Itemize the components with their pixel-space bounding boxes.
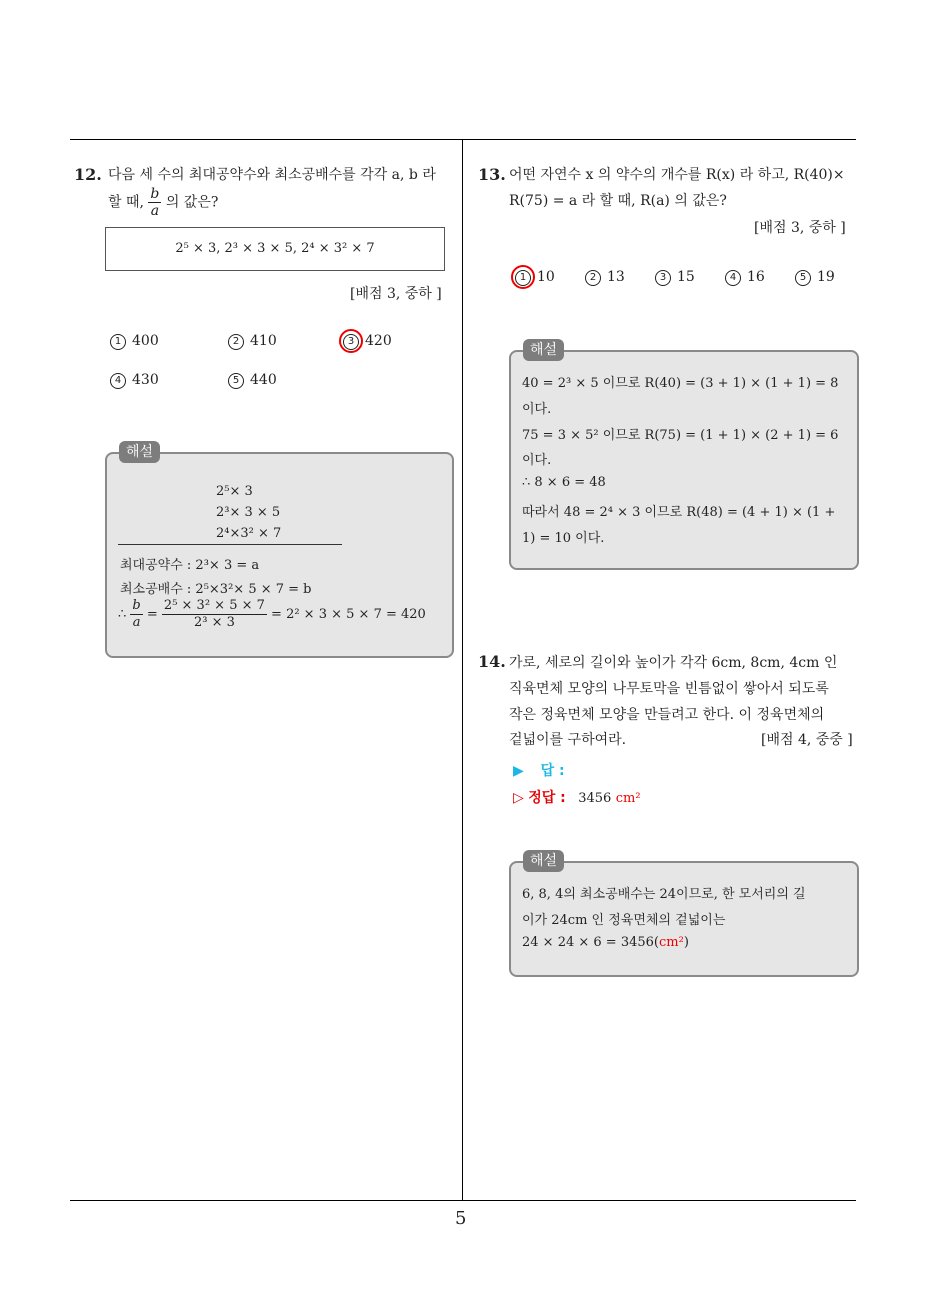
frac-num: 2⁵ × 3² × 5 × 7 [163, 598, 265, 613]
choice-value: 430 [132, 372, 159, 388]
q12-sol-row-2: 2³× 3 × 5 [216, 505, 281, 520]
q12-sol-row-3: 2⁴×3² × 7 [216, 526, 282, 541]
q14-line2: 직육면체 모양의 나무토막을 빈틈없이 쌓아서 되도록 [509, 681, 829, 697]
q13-sol-line-1: 40 = 2³ × 5 이므로 R(40) = (3 + 1) × (1 + 1) = 8 [522, 376, 839, 391]
choice-mark: 5 [795, 270, 811, 286]
q14-correct-row [513, 787, 641, 807]
q13-line2: R(75) = a 라 할 때, R(a) 의 값은? [509, 193, 727, 209]
frac-den: a [132, 615, 141, 630]
q14-number: 14. [478, 652, 506, 671]
q12-number: 12. [74, 165, 102, 184]
sol-last-unit: cm² [658, 935, 684, 950]
answer-label: 답 : [540, 763, 565, 779]
choice-mark: 2 [585, 270, 601, 286]
bottom-rule [70, 1200, 856, 1201]
choice-value: 19 [817, 269, 835, 285]
q12-choice-4[interactable] [110, 372, 159, 389]
sol-last-prefix: 24 × 24 × 6 = 3456( [522, 935, 659, 950]
q12-sol-row-1: 2⁵× 3 [216, 484, 253, 499]
sol-final-rest: = 2² × 3 × 5 × 7 = 420 [271, 607, 426, 622]
q12-fraction [148, 186, 161, 219]
q13-sol-line-6: 따라서 48 = 2⁴ × 3 이므로 R(48) = (4 + 1) × (1 + [522, 505, 836, 520]
q12-sol-divider [118, 544, 342, 545]
q13-choice-4[interactable] [725, 269, 765, 286]
q13-selected-mark [511, 265, 535, 289]
q14-sol-line-3 [522, 935, 689, 950]
q12-line1: 다음 세 수의 최대공약수와 최소공배수를 각각 a, b 라 [108, 167, 436, 183]
page-number: 5 [455, 1208, 467, 1229]
q13-sol-line-7: 1) = 10 이다. [522, 531, 605, 546]
q14-line4: 겉넓이를 구하여라. [509, 732, 627, 748]
q14-sol-line-2: 이가 24cm 인 정육면체의 겉넓이는 [522, 913, 726, 928]
choice-value: 13 [607, 269, 625, 285]
choice-value: 10 [537, 269, 555, 285]
q12-selected-mark [339, 329, 363, 353]
sol-frac-ba [130, 598, 142, 631]
choice-mark: 4 [725, 270, 741, 286]
q13-choice-5[interactable] [795, 269, 835, 286]
correct-unit: cm² [615, 791, 641, 806]
choice-mark: 3 [343, 334, 359, 350]
choice-value: 410 [250, 333, 277, 349]
q12-given-numbers: 2⁵ × 3, 2³ × 3 × 5, 2⁴ × 3² × 7 [175, 241, 375, 256]
q14-solution-tag: 해설 [523, 850, 564, 872]
q12-line2 [108, 186, 218, 219]
q14-line3: 작은 정육면체 모양을 만들려고 한다. 이 정육면체의 [509, 707, 825, 723]
therefore-symbol: ∴ [118, 607, 127, 622]
q13-line1: 어떤 자연수 x 의 약수의 개수를 R(x) 라 하고, R(40)× [509, 167, 845, 183]
q13-sol-line-4: 이다. [522, 453, 552, 468]
q14-answer-row[interactable] [513, 760, 565, 780]
choice-mark: 1 [515, 270, 531, 286]
q13-sol-line-2: 이다. [522, 402, 552, 417]
q13-choice-3[interactable] [655, 269, 695, 286]
frac-num: b [150, 186, 160, 202]
top-rule [70, 139, 856, 140]
q13-solution-tag: 해설 [523, 339, 564, 361]
frac-den: a [150, 203, 160, 219]
choice-mark: 4 [110, 373, 126, 389]
q13-points: [배점 3, 중하 ] [754, 220, 846, 236]
sol-frac-main [162, 598, 267, 631]
frac-num: b [132, 598, 141, 613]
choice-mark: 5 [228, 373, 244, 389]
q12-points: [배점 3, 중하 ] [350, 286, 442, 302]
q12-sol-lcm: 최소공배수 : 2⁵×3²× 5 × 7 = b [120, 582, 312, 597]
q13-sol-line-3: 75 = 3 × 5² 이므로 R(75) = (1 + 1) × (2 + 1) = 6 [522, 428, 839, 443]
correct-label: 정답 : [528, 790, 566, 806]
q12-given-box [105, 227, 445, 271]
choice-value: 420 [365, 333, 392, 349]
choice-mark: 2 [228, 334, 244, 350]
q13-choice-2[interactable] [585, 269, 625, 286]
q12-sol-final: ∴ $\frac{b}{a}$ = $\frac{\text{2⁵ × 3² × 5 × 7}}{\text{2³ × 3}}$ = 2² × 3 × 5 × 7 = 420 [118, 598, 426, 630]
q12-solution-tag: 해설 [119, 441, 160, 463]
play-arrow-icon: ▶ [513, 763, 524, 779]
choice-mark: 3 [655, 270, 671, 286]
choice-value: 400 [132, 333, 159, 349]
choice-value: 15 [677, 269, 695, 285]
q13-number: 13. [478, 165, 506, 184]
sol-last-suffix: ) [683, 935, 689, 950]
q12-choice-2[interactable] [228, 333, 277, 350]
frac-den: 2³ × 3 [193, 615, 235, 630]
correct-value: 3456 [578, 791, 612, 806]
q14-line1: 가로, 세로의 길이와 높이가 각각 6cm, 8cm, 4cm 인 [509, 655, 838, 671]
outline-arrow-icon: ▷ [513, 790, 524, 806]
q12-line2-a: 할 때, [108, 194, 144, 211]
choice-value: 16 [747, 269, 765, 285]
q13-sol-line-5: ∴ 8 × 6 = 48 [522, 475, 606, 490]
q14-points: [배점 4, 중중 ] [761, 732, 853, 748]
q14-sol-line-1: 6, 8, 4의 최소공배수는 24이므로, 한 모서리의 길 [522, 887, 806, 902]
choice-value: 440 [250, 372, 277, 388]
q12-line2-b: 의 값은? [165, 194, 219, 211]
choice-mark: 1 [110, 334, 126, 350]
column-divider [462, 139, 463, 1201]
q12-choice-5[interactable] [228, 372, 277, 389]
q12-sol-gcd: 최대공약수 : 2³× 3 = a [120, 558, 260, 573]
q12-choice-1[interactable] [110, 333, 159, 350]
